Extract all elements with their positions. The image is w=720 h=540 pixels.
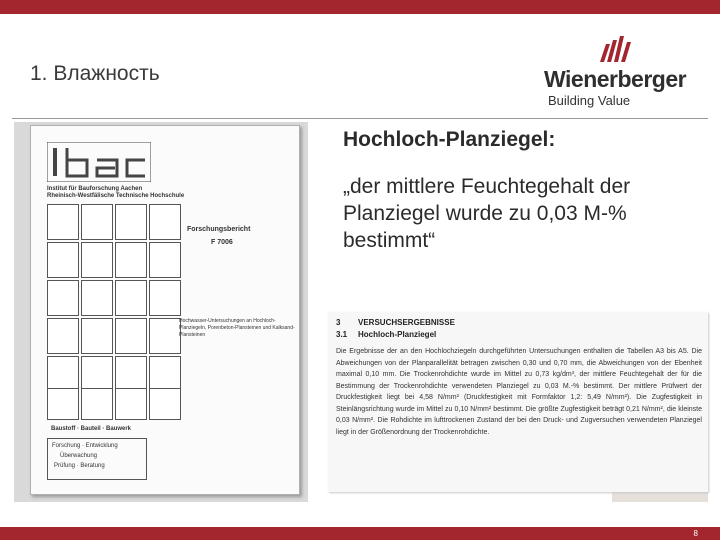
thumbnail-cell [47, 388, 79, 420]
thumbnail-cell [47, 204, 79, 240]
excerpt-body: Die Ergebnisse der an den Hochlochziegeln durchgeführten Untersuchungen enthalten die Tabellen A3 bis A5. Die Abweichungen von der Planparallelität betragen zwischen 0,30 und 0,70 mm, die Abweichungen von der Ebenheit maximal 0,10 mm. Die Trockenrohdichte wurde im Mittel zu 0,73 kg/dm³, der mittlere Feuchtegehalt der für die Bestimmung der Trockenrohdichte verwendeten Planziegel zu 0,03 M.-% bestimmt. Der mittlere Prüfwert der Druckfestigkeit liegt bei 4,58 N/mm² (Druckfestigkeit mit Formfaktor 1,2: 5,49 N/mm²). Die Zugfestigkeit in Steinlängsrichtung wurde im Mittel zu 0,10 N/mm² bestimmt. Die größte Zugfestigkeit beträgt 0,21 N/mm², die kleinste 0,03 N/mm². Die Rohdichte im lufttrockenen Zustand der bei den Druck- und Zugversuchen verwendeten Planziegel liegt in der Größenordnung der Trockenrohdichte. [336, 348, 702, 436]
thumbnail-cell [115, 318, 147, 354]
brick-stack-icon [598, 36, 634, 62]
thumbnail-cell [47, 242, 79, 278]
report-number: F 7006 [211, 239, 233, 246]
thumbnail-cell [115, 204, 147, 240]
thumbnail-cell [47, 318, 79, 354]
report-cover-page [30, 125, 300, 495]
bottom-accent-bar [0, 527, 720, 540]
thumbnail-cell [81, 280, 113, 316]
report-excerpt-scan [328, 312, 708, 492]
thumbnail-cell [115, 242, 147, 278]
thumbnail-cell [47, 280, 79, 316]
thumbnail-cell [81, 388, 113, 420]
logo-name: Wienerberger [544, 66, 687, 92]
thumbnail-cell [81, 318, 113, 354]
thumbnail-cell [115, 356, 147, 392]
logo-tagline: Building Value [548, 93, 631, 108]
cover-footer-line: Baustoff · Bauteil · Bauwerk [51, 426, 132, 432]
thumbnail-cell [81, 242, 113, 278]
services-box: Forschung · Entwicklung Überwachung Prüfung · Beratung [47, 438, 147, 480]
institute-name: Institut für Bauforschung Aachen Rheinisch-Westfälische Technische Hochschule [47, 186, 185, 199]
thumbnail-cell [149, 318, 181, 354]
quote-heading: Hochloch-Planziegel: [343, 128, 556, 151]
section-number: 3 [336, 318, 341, 327]
wienerberger-logo [540, 36, 700, 110]
page-number: 8 [693, 529, 698, 538]
report-description: Hochwasser-Untersuchungen an Hochloch-Planziegeln, Porenbeton-Plansteinen und Kalksand-Plansteinen [179, 318, 295, 338]
report-type: Forschungsbericht [187, 226, 251, 233]
header-divider [12, 118, 708, 119]
ibac-logo-graphic [47, 142, 151, 182]
thumbnail-cell [149, 356, 181, 392]
thumbnail-cell [81, 204, 113, 240]
thumbnail-cell [81, 356, 113, 392]
thumbnail-cell [115, 280, 147, 316]
thumbnail-cell [47, 356, 79, 392]
subsection-number: 3.1 [336, 330, 348, 339]
thumbnail-cell [149, 388, 181, 420]
section-title: VERSUCHSERGEBNISSE [358, 318, 455, 327]
subsection-title: Hochloch-Planziegel [358, 330, 437, 339]
thumbnail-cell [149, 280, 181, 316]
quote-text: „der mittlere Feuchtegehalt der Planziegel wurde zu 0,03 M-% bestimmt“ [343, 175, 631, 252]
thumbnail-cell [149, 204, 181, 240]
thumbnail-cell [115, 388, 147, 420]
thumbnail-cell [149, 242, 181, 278]
slide-title: 1. Влажность [30, 62, 160, 85]
report-cover-scan [14, 122, 308, 502]
top-accent-bar [0, 0, 720, 14]
